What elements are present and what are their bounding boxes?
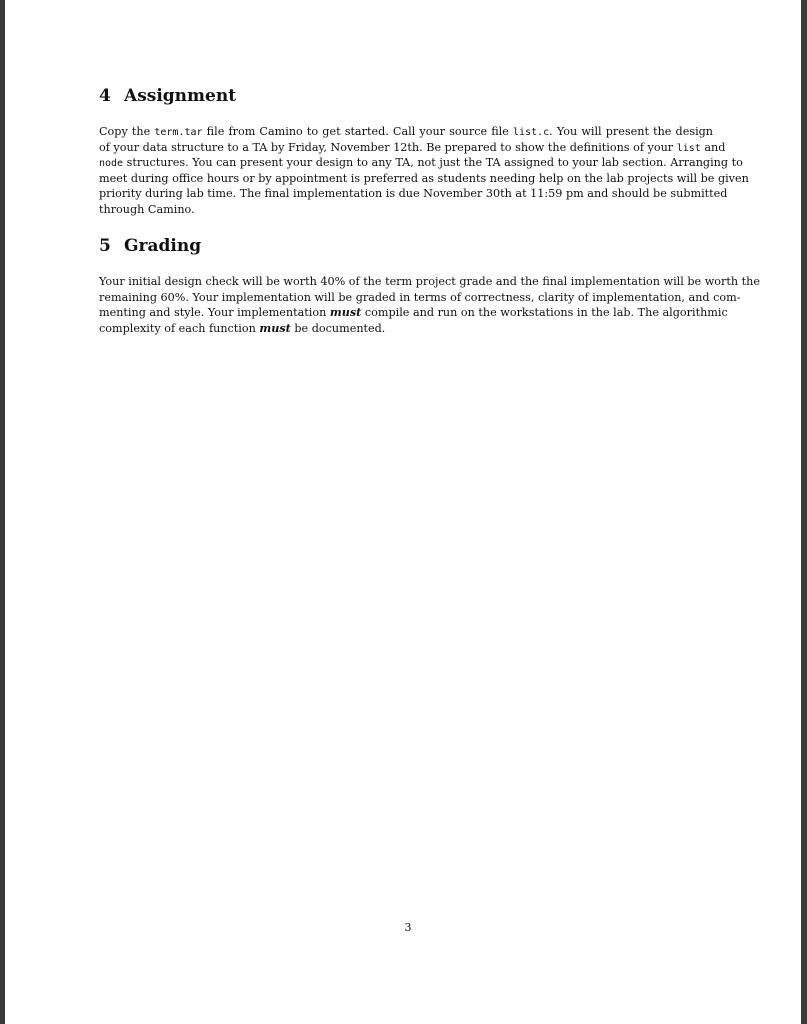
emphasis: must xyxy=(329,305,362,320)
text-line: Copy the term.tar file from Camino to get started. Call your source file list.c. You will present the design xyxy=(99,125,714,138)
text-line: priority during lab time. The final implementation is due November 30th at 11:59 pm and should be submitted xyxy=(99,187,728,201)
section-assignment xyxy=(99,86,749,218)
section-heading-grading xyxy=(99,236,713,256)
emphasis: must xyxy=(259,320,291,335)
text-line: meet during office hours or by appointment is preferred as students needing help on the lab projects will be given xyxy=(99,171,749,185)
paragraph-grading xyxy=(99,274,760,336)
text-line: complexity of each function must be documented. xyxy=(99,320,386,335)
text-line: node structures. You can present your design to any TA, not just the TA assigned to your lab section. Arranging to xyxy=(99,156,743,170)
section-number: 4 xyxy=(99,86,111,106)
inline-code: list xyxy=(676,142,701,154)
inline-code: list.c xyxy=(513,127,550,138)
text-line: Your initial design check will be worth 40% of the term project grade and the final implementation will be worth the xyxy=(99,275,760,288)
text-line: remaining 60%. Your implementation will be graded in terms of correctness, clarity of implementation, and com- xyxy=(99,290,741,304)
section-grading xyxy=(99,236,760,336)
text-line: through Camino. xyxy=(99,202,195,216)
paragraph-assignment xyxy=(99,124,749,218)
viewer-right-border xyxy=(801,0,807,1024)
inline-code: term.tar xyxy=(154,127,203,138)
section-title: Assignment xyxy=(124,86,237,106)
section-heading-assignment xyxy=(99,86,713,106)
section-title: Grading xyxy=(124,236,202,256)
document-page xyxy=(5,0,801,1024)
text-line: menting and style. Your implementation must compile and run on the workstations in the lab. The algorithmic xyxy=(99,305,728,320)
inline-code: node xyxy=(99,158,124,170)
text-line: of your data structure to a TA by Friday, November 12th. Be prepared to show the definitions of your list and xyxy=(99,140,726,154)
section-number: 5 xyxy=(99,236,111,256)
page-number: 3 xyxy=(404,921,412,934)
